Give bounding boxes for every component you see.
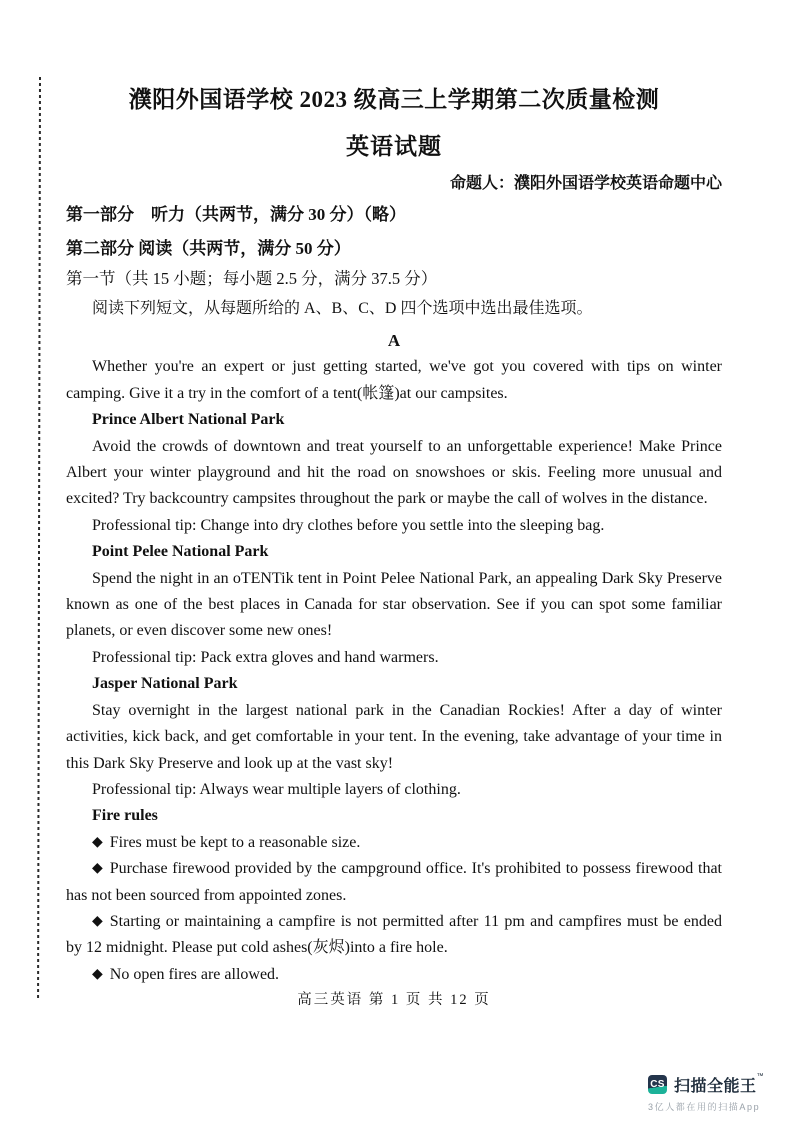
- camscanner-brand-name: 扫描全能王: [674, 1078, 757, 1095]
- fire-rule-item: [66, 909, 722, 962]
- fire-rule-item: [66, 830, 722, 856]
- diamond-bullet-icon: ◆: [92, 965, 103, 982]
- diamond-bullet-icon: ◆: [92, 860, 103, 877]
- fire-rule-item: [66, 962, 722, 988]
- fire-rules-heading: Fire rules: [92, 807, 158, 825]
- park-tip: Professional tip: Pack extra gloves and hand warmers.: [92, 648, 439, 666]
- park-tip: Professional tip: Change into dry clothes before you settle into the sleeping bag.: [92, 516, 605, 534]
- camscanner-watermark: [648, 1073, 778, 1113]
- fire-rule-text: Fires must be kept to a reasonable size.: [109, 833, 361, 851]
- park-body: Spend the night in an oTENTik tent in Point Pelee National Park, an appealing Dark Sky Preserve known as one of the best places in Canada for star observation. See if you can spot some familiar planets, or even discover some new ones!: [66, 569, 722, 640]
- fire-rule-text: No open fires are allowed.: [109, 965, 280, 983]
- diamond-bullet-icon: ◆: [92, 912, 103, 929]
- exam-author-line: 命题人：濮阳外国语学校英语命题中心: [449, 175, 722, 192]
- camscanner-logo-icon: CS: [648, 1075, 667, 1094]
- trademark-mark: ™: [756, 1073, 764, 1080]
- fire-rule-text: Purchase firewood provided by the campground office. It's prohibited to possess firewood that has not been sourced from appointed zones.: [66, 860, 722, 904]
- camscanner-tagline: 3亿人都在用的扫描App: [648, 1102, 761, 1112]
- exam-subtitle: 英语试题: [346, 134, 442, 159]
- section1-instruction: 阅读下列短文，从每题所给的 A、B、C、D 四个选项中选出最佳选项。: [92, 300, 593, 317]
- exam-title: 濮阳外国语学校 2023 级高三上学期第二次质量检测: [128, 87, 660, 112]
- part1-heading: 第一部分 听力（共两节，满分 30 分）（略）: [66, 205, 406, 224]
- part2-heading: 第二部分 阅读（共两节，满分 50 分）: [66, 239, 351, 258]
- park-tip: Professional tip: Always wear multiple layers of clothing.: [92, 780, 461, 798]
- park-heading: Jasper National Park: [92, 675, 238, 693]
- passage-intro: Whether you're an expert or just getting started, we've got you covered with tips on winter camping. Give it a try in the comfort of a tent(帐篷)at our campsites.: [66, 358, 722, 402]
- passage-label: A: [387, 331, 401, 350]
- camscanner-logo-row: [648, 1073, 778, 1096]
- park-heading: Prince Albert National Park: [92, 411, 285, 429]
- park-body: Stay overnight in the largest national park in the Canadian Rockies! After a day of winter activities, kick back, and get comfortable in your tent. In the evening, take advantage of your time in this Dark Sky Preserve and look up at the vast sky!: [66, 701, 722, 772]
- fire-rule-text: Starting or maintaining a campfire is not permitted after 11 pm and campfires must be ended by 12 midnight. Please put cold ashes(灰烬)into a fire hole.: [66, 912, 722, 957]
- page-footer: 高三英语 第 1 页 共 12 页: [297, 992, 491, 1009]
- park-body: Avoid the crowds of downtown and treat yourself to an unforgettable experience! Make Prince Albert your winter playground and hit the road on snowshoes or skis. Feeling more unusual and excited? Try backcountry campsites throughout the park or maybe the call of wolves in the distance.: [66, 437, 722, 508]
- diamond-bullet-icon: ◆: [92, 833, 103, 850]
- section1-heading: 第一节（共 15 小题；每小题 2.5 分，满分 37.5 分）: [66, 269, 438, 288]
- park-heading: Point Pelee National Park: [92, 543, 269, 561]
- fire-rule-item: [66, 856, 722, 909]
